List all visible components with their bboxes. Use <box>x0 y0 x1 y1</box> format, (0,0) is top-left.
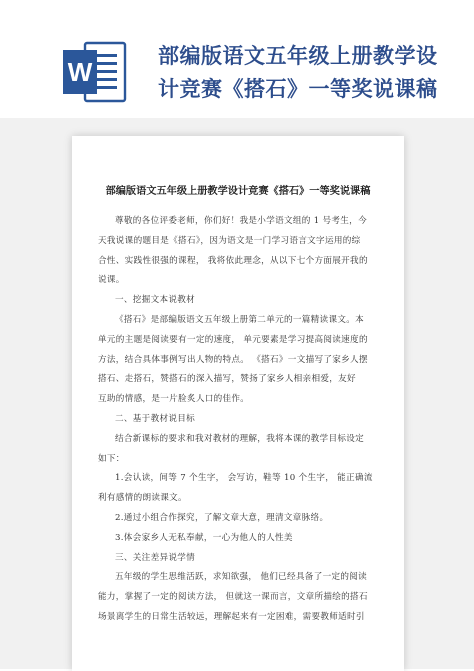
page-header <box>0 0 474 118</box>
document-line: 2.通过小组合作探究，了解文章大意，理清文章脉络。 <box>115 512 329 523</box>
document-line: 1.会认读，间等 7 个生字， 会写访，鞋等 10 个生字， 能正确流 <box>115 473 373 484</box>
document-line: 单元的主题是阅读要有一定的速度， 单元要素是学习提高阅读速度的 <box>98 334 368 345</box>
document-title: 部编版语文五年级上册教学设计竞赛《搭石》一等奖说课稿 <box>105 186 371 197</box>
document-line: 如下： <box>98 453 125 464</box>
document-line: 方法，结合具体事例写出人物的特点。 《搭石》一文描写了家乡人摆 <box>98 354 368 365</box>
document-body <box>98 212 380 628</box>
document-line: 搭石、走搭石，赞搭石的深入描写，赞扬了家乡人相亲相爱，友好 <box>98 374 356 385</box>
document-line: 说课。 <box>98 275 125 286</box>
word-icon-letter: W <box>67 57 93 87</box>
document-line: 五年级的学生思维活跃，求知欲强， 他们已经具备了一定的阅读 <box>115 572 368 583</box>
header-title-line-1: 部编版语文五年级上册教学设 <box>158 44 438 68</box>
document-line: 一、挖掘文本说教材 <box>115 295 196 306</box>
document-line: 结合新课标的要求和我对教材的理解，我将本课的教学目标设定 <box>115 433 365 444</box>
document-page <box>72 136 404 671</box>
document-line: 合性、实践性很强的课程， 我将依此理念，从以下七个方面展开我的 <box>98 255 368 266</box>
document-line: 互助的情感，是一片脸炙人口的佳作。 <box>98 394 250 405</box>
document-preview-area <box>0 118 474 669</box>
document-line: 尊敬的各位评委老师，你们好！我是小学语文组的 1 号考生，今 <box>115 216 367 226</box>
document-line: 三、关注差异说学情 <box>115 552 196 563</box>
document-line: 天我说课的题目是《搭石》，因为语文是一门学习语言文字运用的综 <box>98 235 361 246</box>
document-line: 能力，掌握了一定的阅读方法， 但就这一课而言，文章所描绘的搭石 <box>98 592 368 603</box>
document-line: 3.体会家乡人无私奉献，一心为他人的人性美 <box>115 532 293 543</box>
document-line: 利有感情的朗读课文。 <box>98 493 187 504</box>
document-line: 场景离学生的日常生活较远，理解起来有一定困难，需要教师适时引 <box>98 611 365 622</box>
word-document-icon <box>63 40 129 104</box>
document-line: 二、基于教材说目标 <box>115 413 196 424</box>
header-title-line-2: 计竞赛《搭石》一等奖说课稿 <box>158 77 438 101</box>
document-line: 《搭石》是部编版语文五年级上册第二单元的一篇精读课文。本 <box>115 314 365 325</box>
